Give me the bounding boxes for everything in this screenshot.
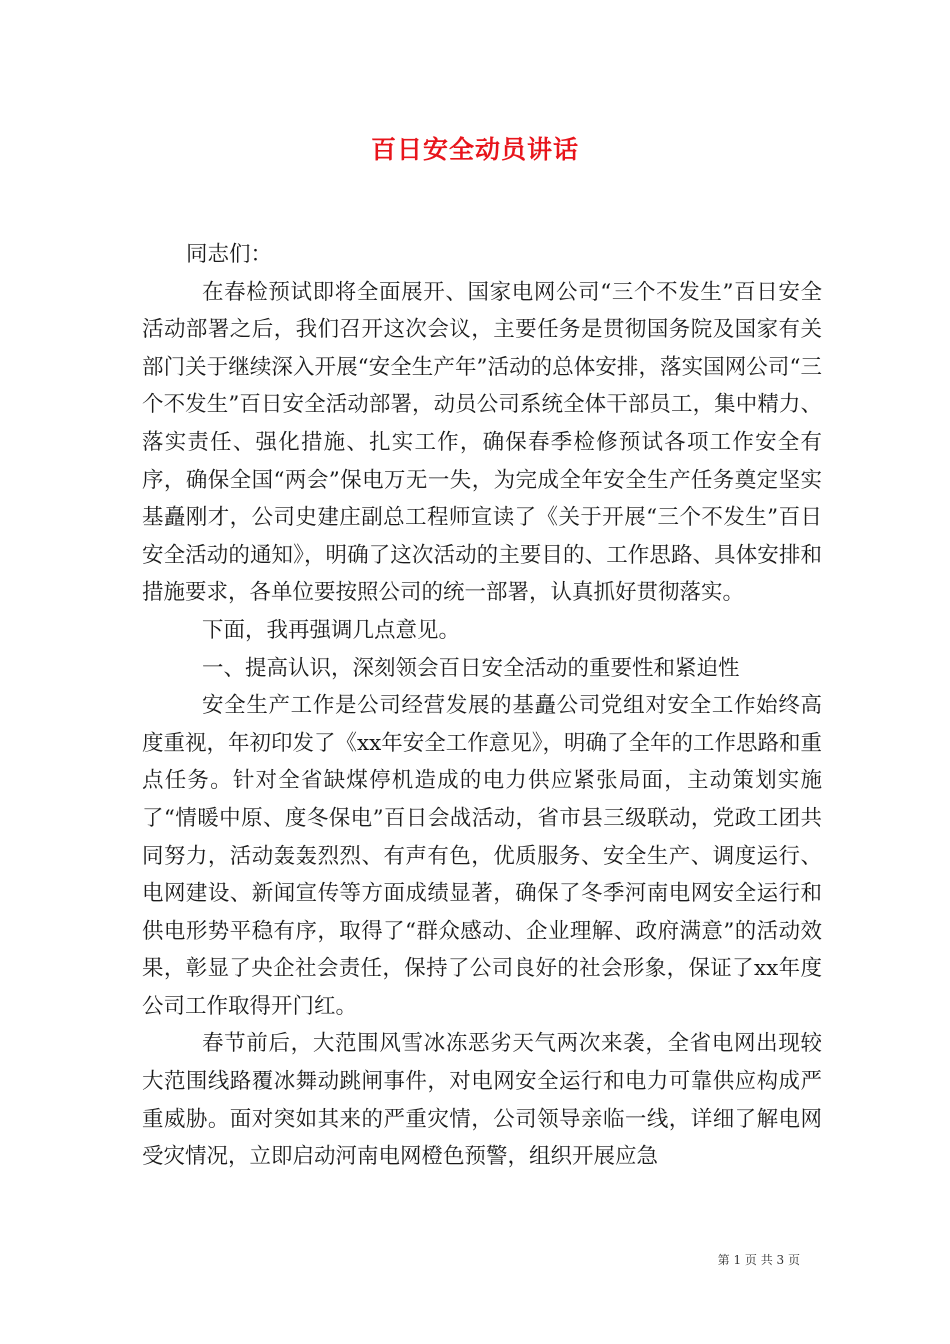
- paragraph: 在春检预试即将全面展开、国家电网公司“三个不发生”百日安全活动部署之后，我们召开这次会议，主要任务是贯彻国务院及国家有关部门关于继续深入开展“安全生产年”活动的总体安排，落实国网公司“三个不发生”百日安全活动部署，动员公司系统全体干部员工，集中精力、落实责任、强化措施、扎实工作，确保春季检修预试各项工作安全有序，确保全国“两会”保电万无一失，为完成全年安全生产任务奠定坚实基矗刚才，公司史建庄副总工程师宣读了《关于开展“三个不发生”百日安全活动的通知》，明确了这次活动的主要目的、工作思路、具体安排和措施要求，各单位要按照公司的统一部署，认真抓好贯彻落实。: [142, 279, 822, 606]
- page-number: 第 1 页 共 3 页: [717, 1253, 800, 1267]
- paragraph: 安全生产工作是公司经营发展的基矗公司党组对安全工作始终高度重视，年初印发了《xx年安全工作意见》，明确了全年的工作思路和重点任务。针对全省缺煤停机造成的电力供应紧张局面，主动策划实施了“情暖中原、度冬保电”百日会战活动，省市县三级联动，党政工团共同努力，活动轰轰烈烈、有声有色，优质服务、安全生产、调度运行、电网建设、新闻宣传等方面成绩显著，确保了冬季河南电网安全运行和供电形势平稳有序，取得了“群众感动、企业理解、政府满意”的活动效果，彰显了央企社会责任，保持了公司良好的社会形象，保证了xx年度公司工作取得开门红。: [142, 693, 823, 1019]
- paragraph: 下面，我再强调几点意见。: [202, 617, 461, 643]
- document-body: [142, 236, 822, 1176]
- document-title: 百日安全动员讲话: [370, 135, 579, 164]
- section-heading: 一、提高认识，深刻领会百日安全活动的重要性和紧迫性: [202, 655, 740, 681]
- salutation: 同志们：: [186, 242, 273, 267]
- paragraph: 春节前后，大范围风雪冰冻恶劣天气两次来袭，全省电网出现较大范围线路覆冰舞动跳闸事件，对电网安全运行和电力可靠供应构成严重威胁。面对突如其来的严重灾情，公司领导亲临一线，详细了解电网受灾情况，立即启动河南电网橙色预警，组织开展应急: [142, 1031, 822, 1170]
